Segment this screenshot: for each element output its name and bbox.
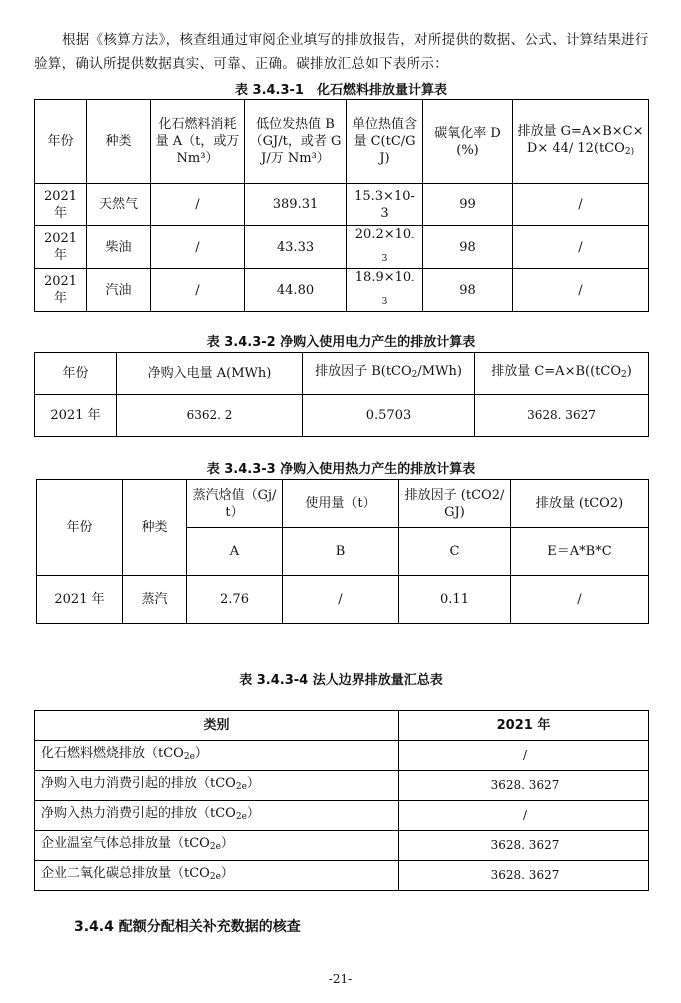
section-heading: 3.4.4 配额分配相关补充数据的核查 <box>74 919 301 935</box>
electricity-table <box>34 352 649 437</box>
table-row: 化石燃料燃烧排放（tCO$_{2e}$） / <box>35 741 649 771</box>
header-type: 种类 <box>123 480 187 576</box>
table-row: 2021 年 蒸汽 2.76 / 0.11 / <box>37 576 649 624</box>
header-year: 年份 <box>37 480 123 576</box>
header-year: 年份 <box>35 353 117 395</box>
header-ncv: 低位发热值 B（GJ/t，或者 GJ/万 Nm³） <box>245 100 347 184</box>
table4-caption: 表 3.4.3-4 法人边界排放量汇总表 <box>239 673 443 688</box>
header-emission: 排放量 (tCO2) <box>511 480 649 528</box>
header-factor: 排放因子 B(tCO$_2$/MWh) <box>303 353 475 395</box>
letter-a: A <box>187 528 283 576</box>
page-number: -21- <box>328 972 353 986</box>
table1-caption: 表 3.4.3-1 化石燃料排放量计算表 <box>235 83 447 98</box>
table-row: 企业二氧化碳总排放量（tCO$_{2e}$） 3628. 3627 <box>35 861 649 891</box>
header-consumption: 化石燃料消耗量 A（t，或万 Nm³） <box>151 100 245 184</box>
header-category: 类别 <box>35 711 399 741</box>
header-year: 2021 年 <box>399 711 649 741</box>
table3-caption: 表 3.4.3-3 净购入使用热力产生的排放计算表 <box>206 462 476 477</box>
header-year: 年份 <box>35 100 87 184</box>
header-emission: 排放量 G=A×B×C×D× 44/ 12(tCO$_{2)}$ <box>513 100 649 184</box>
table-row: 净购入电力消费引起的排放（tCO$_{2e}$） 3628. 3627 <box>35 771 649 801</box>
header-type: 种类 <box>87 100 151 184</box>
table-row: 2021 年 6362. 2 0.5703 3628. 3627 <box>35 395 649 437</box>
header-oxidation: 碳氧化率 D(%) <box>423 100 513 184</box>
table-row: 2021 年 天然气 / 389.31 15.3×10-3 99 / <box>35 184 649 226</box>
header-factor: 排放因子 (tCO2/GJ) <box>399 480 511 528</box>
letter-b: B <box>283 528 399 576</box>
header-carbon-content: 单位热值含量 C(tC/GJ) <box>347 100 423 184</box>
table-row: 2021 年 汽油 / 44.80 18.9×10- $_3$ 98 / <box>35 269 649 312</box>
letter-e: E＝A*B*C <box>511 528 649 576</box>
table2-caption: 表 3.4.3-2 净购入使用电力产生的排放计算表 <box>206 335 476 350</box>
summary-table <box>34 710 649 891</box>
header-enthalpy: 蒸汽焓值（Gj/t） <box>187 480 283 528</box>
header-usage: 使用量（t） <box>283 480 399 528</box>
table-row: 2021 年 柴油 / 43.33 20.2×10- $_3$ 98 / <box>35 226 649 269</box>
table-row: 净购入热力消费引起的排放（tCO$_{2e}$） / <box>35 801 649 831</box>
fossil-fuel-table <box>34 99 649 312</box>
header-electricity: 净购入电量 A(MWh) <box>117 353 303 395</box>
heat-table <box>36 479 649 624</box>
table-row: 企业温室气体总排放量（tCO$_{2e}$） 3628. 3627 <box>35 831 649 861</box>
letter-c: C <box>399 528 511 576</box>
intro-paragraph: 根据《核算方法》，核查组通过审阅企业填写的排放报告，对所提供的数据、公式、计算结果进行验算，确认所提供数据真实、可靠、正确。碳排放汇总如下表所示： <box>34 32 649 72</box>
header-emission: 排放量 C=A×B((tCO$_2$) <box>475 353 649 395</box>
